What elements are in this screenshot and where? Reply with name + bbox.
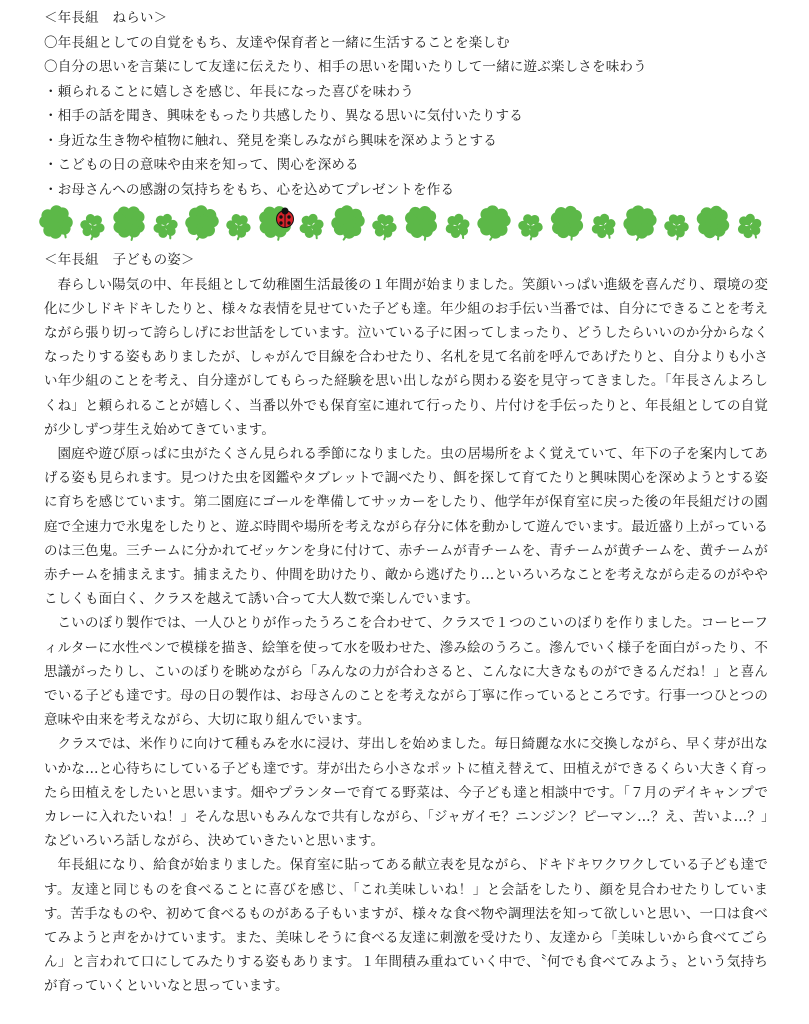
body-paragraph: 春らしい陽気の中、年長組として幼稚園生活最後の１年間が始まりました。笑顔いっぱい進級を喜んだり、環境の変化に少しドキドキしたりと、様々な表情を見せていた子ども達。年少組のお手伝い当番では、自分にできることを考えながら張り切って誇らしげにお世話をしています。泣いている子に困ってしまったり、どうしたらいいのか分からなくなったりする姿もありましたが、しゃがんで目線を合わせたり、名札を見て名前を呼んであげたりと、自分よりも小さい年少組のことを考え、自分達がしてもらった経験を思い出しながら関わる姿を見守ってきました。「年長さんよろしくね」と頼られることが嬉しく、当番以外でも保育室に連れて行ったり、片付けを手伝ったりと、年長組としての自覚が少しずつ芽生え始めてきています。 [44,276,768,438]
clover-icon [695,204,731,242]
clover-icon [662,214,692,241]
body-paragraph: 年長組になり、給食が始まりました。保育室に貼ってある献立表を見ながら、ドキドキワクワクしている子ども達です。友達と同じものを食べることに喜びを感じ、「これ美味しいね！」と会話をしたり、顔を見合わせたりしています。苦手なものや、初めて食べるものがある子もいますが、様々な食べ物や調理法を知って欲しいと思い、一口は食べてみようと声をかけています。また、美味しそうに食べる友達に刺激を受けたり、友達から「美味しいから食べてごらん」と言われて口にしてみたりする姿もあります。１年間積み重ねていく中で、〝何でも食べてみよう〟という気持ちが育っていくといいなと思っています。 [44,857,768,995]
clover-icon [113,206,145,240]
clover-icon [222,212,254,241]
clover-divider [34,202,774,246]
aim-item: 〇自分の思いを言葉にして友達に伝えたり、相手の思いを聞いたりして一緒に遊ぶ楽しさを味わう [44,59,647,75]
body-paragraph: クラスでは、米作りに向けて種もみを水に浸け、芽出しを始めました。毎日綺麗な水に交換しながら、早く芽が出ないかな…と心待ちにしている子ども達です。芽が出たら小さなポットに植え替えて、田植えができるくらい大きく育ったら田植えをしたいと思います。畑やプランターで育てる野菜は、今子ども達と相談中です。「７月のデイキャンプでカレーに入れたいね！」そんな思いもみんなで共有しながら、「ジャガイモ？ニンジン？ピーマン…？え、苦いよ…？」などいろいろ話しながら、決めていきたいと思います。 [44,736,768,850]
clover-icon [404,205,438,241]
body-paragraph: こいのぼり製作では、一人ひとりが作ったうろこを合わせて、クラスで１つのこいのぼりを作りました。コーヒーフィルターに水性ペンで模様を描き、絵筆を使って水を吸わせた、滲み絵のうろこ。滲んでいく様子を面白がったり、不思議がったりし、こいのぼりを眺めながら「みんなの力が合わさると、こんなに大きなものができるんだね！」と喜んでいる子ども達です。母の日の製作は、お母さんのことを考えながら丁寧に作っているところです。行事一つひとつの意味や由来を考えながら、大切に取り組んでいます。 [44,615,768,729]
aim-item: 〇年長組としての自覚をもち、友達や保育者と一緒に生活することを楽しむ [44,34,510,51]
clover-icon [35,202,77,245]
clover-icon [473,202,513,244]
clover-icon [515,213,545,240]
body-paragraph: 園庭や遊び原っぱに虫がたくさん見られる季節になりました。虫の居場所をよく覚えていて、年下の子を案内してあげる姿も見られます。見つけた虫を図鑑やタブレットで調べたり、餌を探して育てたりと興味関心を深めようとする姿に育ちを感じています。第二園庭にゴールを準備してサッカーをしたり、他学年が保育室に戻った後の年長組だけの園庭で全速力で氷鬼をしたりと、遊ぶ時間や場所を考えながら存分に体を動かして遊んでいます。最近盛り上がっているのは三色鬼。三チームに分かれてゼッケンを身に付けて、赤チームが青チームを、青チームが黄チームを、黄チームが赤チームを捕まえます。捕まえたり、仲間を助けたり、敵から逃げたり…といろいろなことを考えながら走るのがややこしくも面白く、クラスを越えて誘い合って大人数で楽しんでいます。 [44,445,768,608]
aim-item: ・頼られることに嬉しさを感じ、年長になった喜びを味わう [44,83,414,100]
clover-icon [369,213,400,241]
aim-item: ・こどもの日の意味や由来を知って、関心を深める [44,157,359,173]
clover-icon [149,212,182,243]
clover-icon [732,210,767,243]
aim-item: ・身近な生き物や植物に触れ、発見を楽しみながら興味を深めようとする [44,132,497,149]
aim-item: ・相手の話を聞き、興味をもったり共感したり、異なる思いに気付いたりする [44,108,523,124]
clover-divider-art [34,202,774,246]
clover-icon [327,202,368,244]
children-heading: ＜年長組 子どもの姿＞ [44,252,195,268]
newsletter-page [44,6,768,999]
clover-icon [441,211,475,243]
clover-icon [181,202,223,245]
clover-icon [586,210,621,243]
aim-item: ・お母さんへの感謝の気持ちをもち、心を込めてプレゼントを作る [44,181,455,198]
aims-heading: ＜年長組 ねらい＞ [44,10,168,26]
clover-icon [76,212,108,242]
aims-list [44,31,768,203]
clover-icon [550,205,585,242]
clover-icon [295,211,329,242]
clover-icon [620,203,660,244]
